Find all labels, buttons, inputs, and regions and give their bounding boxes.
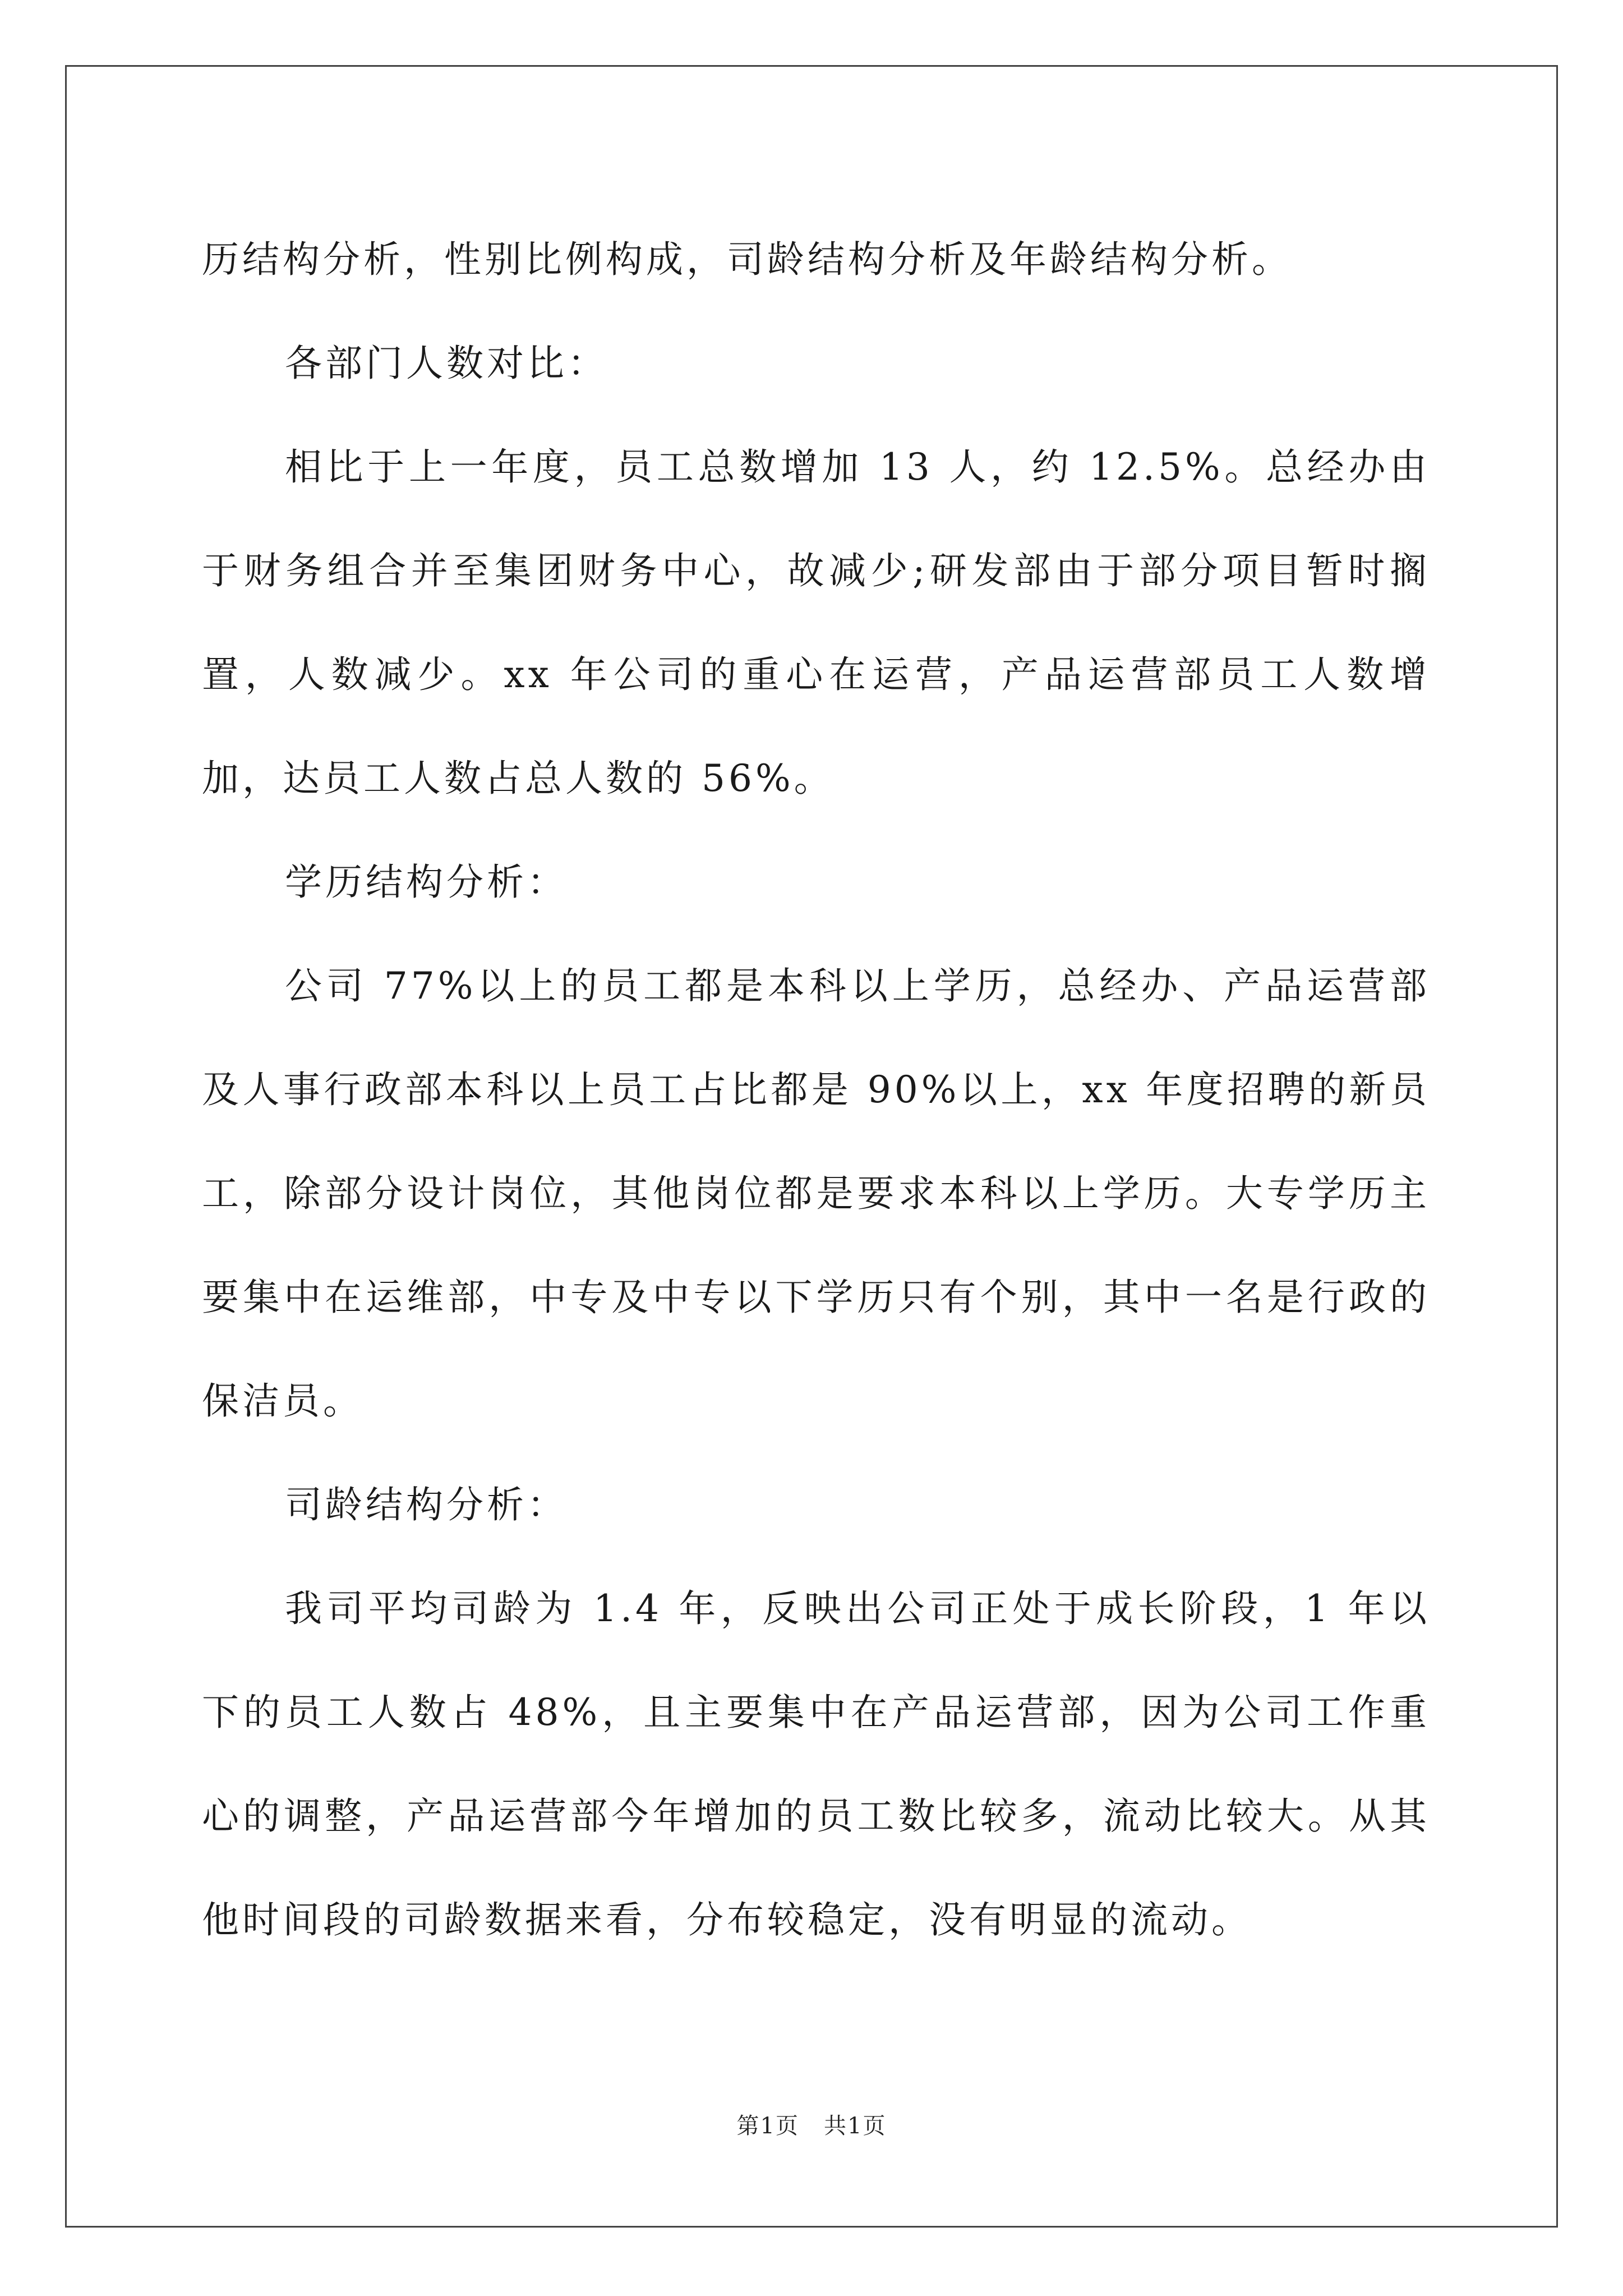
document-body bbox=[202, 208, 1430, 1972]
page-total: 共1页 bbox=[824, 2113, 887, 2139]
paragraph-department-comparison: 相比于上一年度，员工总数增加 13 人，约 12.5%。总经办由于财务组合并至集团财务中心，故减少;研发部由于部分项目暂时搁置，人数减少。xx 年公司的重心在运营，产品运营部员工人数增加，达员工人数占总人数的 56%。 bbox=[202, 445, 1430, 800]
heading-department-comparison: 各部门人数对比： bbox=[285, 342, 608, 385]
paragraph-continuation: 历结构分析，性别比例构成，司龄结构分析及年龄结构分析。 bbox=[202, 238, 1292, 281]
page-number: 第1页 bbox=[736, 2113, 799, 2139]
paragraph-tenure-analysis: 我司平均司龄为 1.4 年，反映出公司正处于成长阶段，1 年以下的员工人数占 48%，且主要集中在产品运营部，因为公司工作重心的调整，产品运营部今年增加的员工数比较多，流动比较大。从其他时间段的司龄数据来看，分布较稳定，没有明显的流动。 bbox=[202, 1587, 1430, 1941]
page-footer bbox=[0, 2108, 1623, 2140]
heading-tenure-analysis: 司龄结构分析： bbox=[285, 1483, 568, 1526]
paragraph-education-analysis: 公司 77%以上的员工都是本科以上学历，总经办、产品运营部及人事行政部本科以上员工占比都是 90%以上，xx 年度招聘的新员工，除部分设计岗位，其他岗位都是要求本科以上学历。大专学历主要集中在运维部，中专及中专以下学历只有个别，其中一名是行政的保洁员。 bbox=[202, 964, 1430, 1423]
heading-education-analysis: 学历结构分析： bbox=[285, 861, 568, 904]
